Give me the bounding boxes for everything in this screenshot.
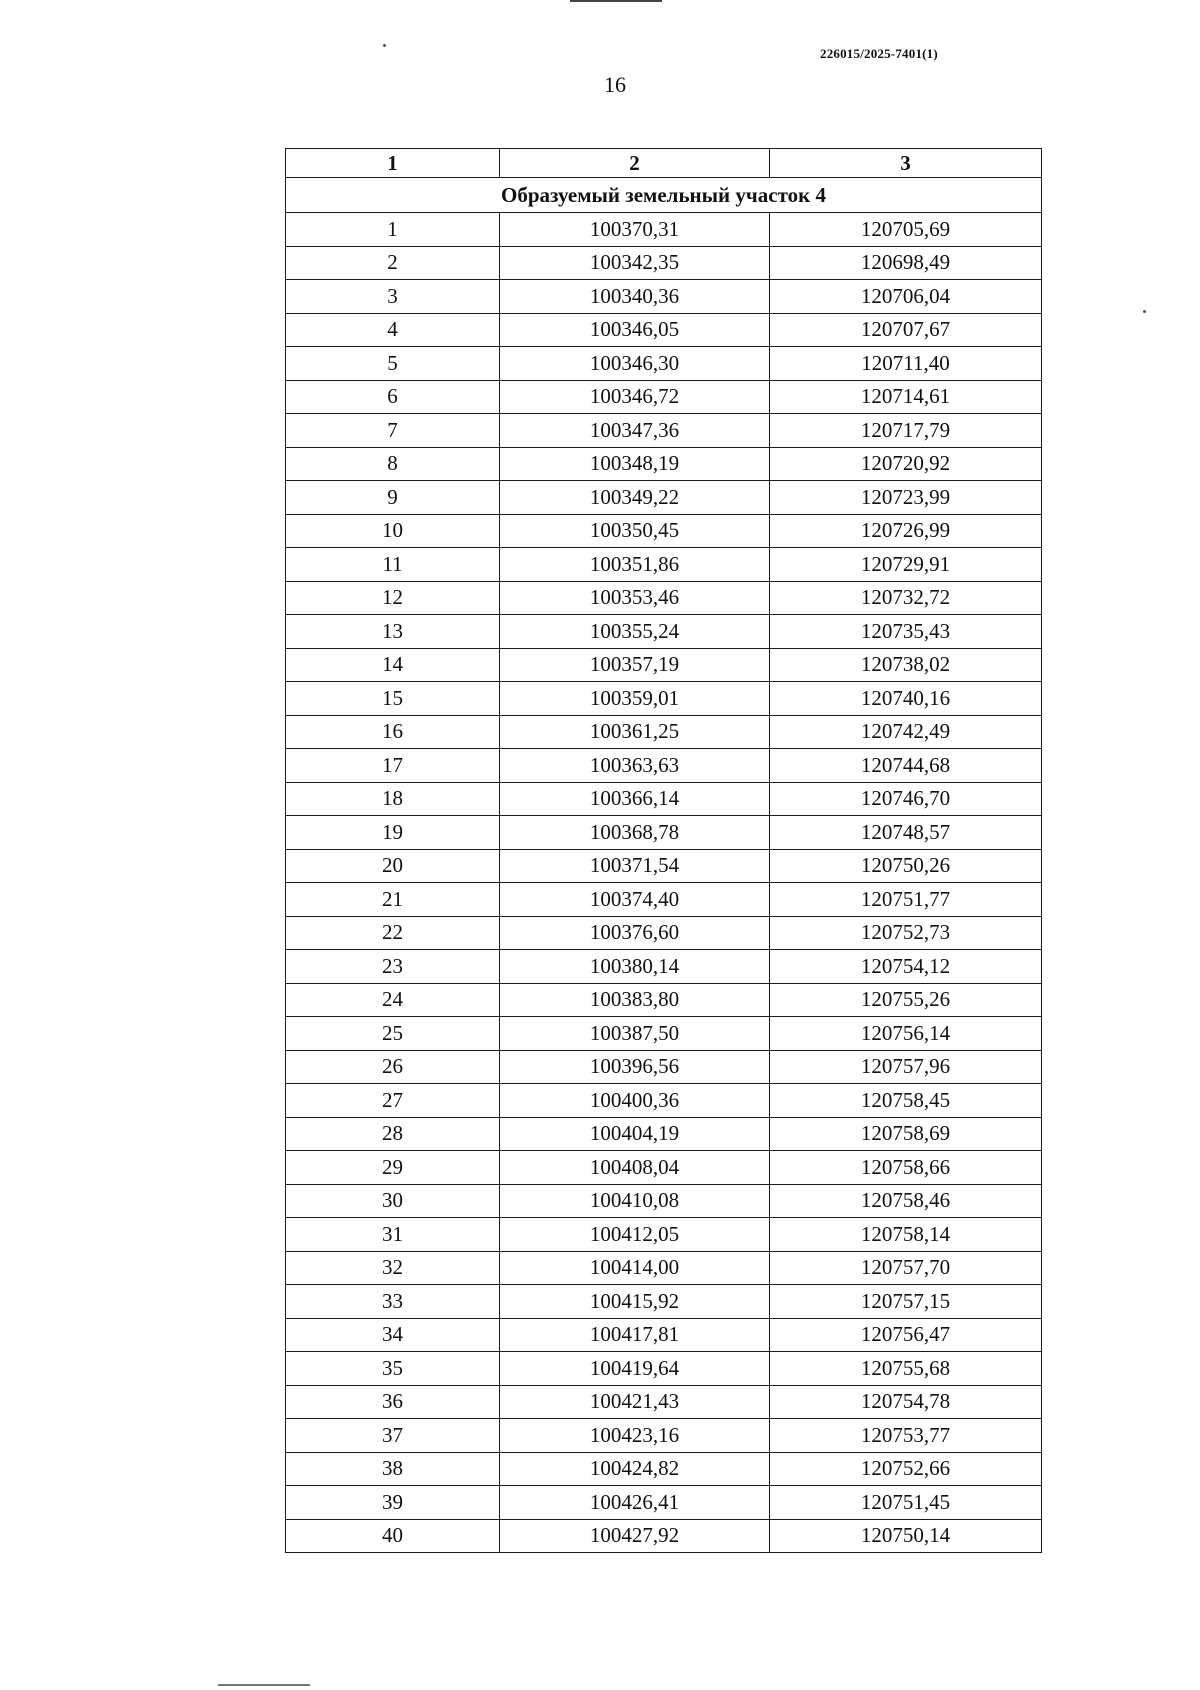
point-number-cell: 17: [286, 749, 500, 783]
point-number-cell: 31: [286, 1218, 500, 1252]
point-number-cell: 30: [286, 1184, 500, 1218]
y-coordinate-cell: 120752,73: [770, 916, 1042, 950]
table-row: [286, 1251, 1042, 1285]
y-coordinate-cell: 120758,45: [770, 1084, 1042, 1118]
y-coordinate-cell: 120746,70: [770, 782, 1042, 816]
y-coordinate-cell: 120711,40: [770, 347, 1042, 381]
table-row: [286, 1184, 1042, 1218]
x-coordinate-cell: 100427,92: [500, 1519, 770, 1553]
point-number-cell: 18: [286, 782, 500, 816]
x-coordinate-cell: 100349,22: [500, 481, 770, 515]
x-coordinate-cell: 100340,36: [500, 280, 770, 314]
y-coordinate-cell: 120748,57: [770, 816, 1042, 850]
y-coordinate-cell: 120717,79: [770, 414, 1042, 448]
point-number-cell: 7: [286, 414, 500, 448]
section-title: Образуемый земельный участок 4: [286, 178, 1042, 213]
y-coordinate-cell: 120732,72: [770, 581, 1042, 615]
table-row: [286, 1151, 1042, 1185]
point-number-cell: 1: [286, 213, 500, 247]
table-row: [286, 414, 1042, 448]
point-number-cell: 36: [286, 1385, 500, 1419]
x-coordinate-cell: 100361,25: [500, 715, 770, 749]
point-number-cell: 8: [286, 447, 500, 481]
table-row: [286, 849, 1042, 883]
x-coordinate-cell: 100383,80: [500, 983, 770, 1017]
x-coordinate-cell: 100357,19: [500, 648, 770, 682]
table-row: [286, 481, 1042, 515]
y-coordinate-cell: 120706,04: [770, 280, 1042, 314]
table-row: [286, 1452, 1042, 1486]
table-row: [286, 347, 1042, 381]
section-row: [286, 178, 1042, 213]
point-number-cell: 9: [286, 481, 500, 515]
x-coordinate-cell: 100346,30: [500, 347, 770, 381]
table-row: [286, 1519, 1042, 1553]
x-coordinate-cell: 100370,31: [500, 213, 770, 247]
y-coordinate-cell: 120751,77: [770, 883, 1042, 917]
table-row: [286, 648, 1042, 682]
x-coordinate-cell: 100342,35: [500, 246, 770, 280]
x-coordinate-cell: 100359,01: [500, 682, 770, 716]
table-row: [286, 1050, 1042, 1084]
point-number-cell: 16: [286, 715, 500, 749]
document-number: 226015/2025-7401(1): [820, 46, 938, 61]
x-coordinate-cell: 100424,82: [500, 1452, 770, 1486]
x-coordinate-cell: 100426,41: [500, 1486, 770, 1520]
x-coordinate-cell: 100421,43: [500, 1385, 770, 1419]
table-row: [286, 514, 1042, 548]
y-coordinate-cell: 120758,46: [770, 1184, 1042, 1218]
table-header-row: [286, 149, 1042, 178]
table-row: [286, 1352, 1042, 1386]
y-coordinate-cell: 120738,02: [770, 648, 1042, 682]
table-row: [286, 447, 1042, 481]
point-number-cell: 26: [286, 1050, 500, 1084]
y-coordinate-cell: 120740,16: [770, 682, 1042, 716]
column-header: 1: [286, 149, 500, 178]
table-row: [286, 883, 1042, 917]
y-coordinate-cell: 120756,47: [770, 1318, 1042, 1352]
point-number-cell: 4: [286, 313, 500, 347]
point-number-cell: 22: [286, 916, 500, 950]
point-number-cell: 13: [286, 615, 500, 649]
x-coordinate-cell: 100355,24: [500, 615, 770, 649]
x-coordinate-cell: 100412,05: [500, 1218, 770, 1252]
x-coordinate-cell: 100380,14: [500, 950, 770, 984]
point-number-cell: 27: [286, 1084, 500, 1118]
x-coordinate-cell: 100350,45: [500, 514, 770, 548]
column-header: 2: [500, 149, 770, 178]
table-row: [286, 213, 1042, 247]
y-coordinate-cell: 120726,99: [770, 514, 1042, 548]
table-row: [286, 313, 1042, 347]
table-row: [286, 782, 1042, 816]
x-coordinate-cell: 100368,78: [500, 816, 770, 850]
y-coordinate-cell: 120742,49: [770, 715, 1042, 749]
y-coordinate-cell: 120754,78: [770, 1385, 1042, 1419]
x-coordinate-cell: 100347,36: [500, 414, 770, 448]
y-coordinate-cell: 120758,66: [770, 1151, 1042, 1185]
y-coordinate-cell: 120735,43: [770, 615, 1042, 649]
x-coordinate-cell: 100414,00: [500, 1251, 770, 1285]
table-row: [286, 983, 1042, 1017]
y-coordinate-cell: 120757,70: [770, 1251, 1042, 1285]
y-coordinate-cell: 120754,12: [770, 950, 1042, 984]
y-coordinate-cell: 120751,45: [770, 1486, 1042, 1520]
table-row: [286, 615, 1042, 649]
x-coordinate-cell: 100371,54: [500, 849, 770, 883]
x-coordinate-cell: 100423,16: [500, 1419, 770, 1453]
table-row: [286, 1117, 1042, 1151]
x-coordinate-cell: 100363,63: [500, 749, 770, 783]
point-number-cell: 28: [286, 1117, 500, 1151]
table-row: [286, 950, 1042, 984]
table-row: [286, 1486, 1042, 1520]
table-row: [286, 749, 1042, 783]
x-coordinate-cell: 100417,81: [500, 1318, 770, 1352]
table-row: [286, 380, 1042, 414]
y-coordinate-cell: 120750,26: [770, 849, 1042, 883]
point-number-cell: 33: [286, 1285, 500, 1319]
point-number-cell: 39: [286, 1486, 500, 1520]
x-coordinate-cell: 100396,56: [500, 1050, 770, 1084]
point-number-cell: 19: [286, 816, 500, 850]
point-number-cell: 5: [286, 347, 500, 381]
point-number-cell: 6: [286, 380, 500, 414]
table-row: [286, 581, 1042, 615]
table-row: [286, 816, 1042, 850]
table-row: [286, 1385, 1042, 1419]
point-number-cell: 2: [286, 246, 500, 280]
point-number-cell: 10: [286, 514, 500, 548]
y-coordinate-cell: 120758,69: [770, 1117, 1042, 1151]
coordinates-table: [285, 148, 1042, 1553]
x-coordinate-cell: 100419,64: [500, 1352, 770, 1386]
table-row: [286, 1218, 1042, 1252]
x-coordinate-cell: 100348,19: [500, 447, 770, 481]
x-coordinate-cell: 100400,36: [500, 1084, 770, 1118]
point-number-cell: 24: [286, 983, 500, 1017]
point-number-cell: 23: [286, 950, 500, 984]
y-coordinate-cell: 120707,67: [770, 313, 1042, 347]
point-number-cell: 3: [286, 280, 500, 314]
y-coordinate-cell: 120757,15: [770, 1285, 1042, 1319]
y-coordinate-cell: 120752,66: [770, 1452, 1042, 1486]
y-coordinate-cell: 120714,61: [770, 380, 1042, 414]
x-coordinate-cell: 100374,40: [500, 883, 770, 917]
scan-speck: [383, 44, 386, 47]
column-header: 3: [770, 149, 1042, 178]
x-coordinate-cell: 100346,72: [500, 380, 770, 414]
page-number: 16: [604, 72, 626, 97]
table-row: [286, 1419, 1042, 1453]
x-coordinate-cell: 100366,14: [500, 782, 770, 816]
x-coordinate-cell: 100376,60: [500, 916, 770, 950]
y-coordinate-cell: 120744,68: [770, 749, 1042, 783]
table-row: [286, 715, 1042, 749]
point-number-cell: 37: [286, 1419, 500, 1453]
table-row: [286, 1318, 1042, 1352]
x-coordinate-cell: 100353,46: [500, 581, 770, 615]
point-number-cell: 32: [286, 1251, 500, 1285]
point-number-cell: 34: [286, 1318, 500, 1352]
scan-artifact-line: [218, 1684, 310, 1686]
y-coordinate-cell: 120750,14: [770, 1519, 1042, 1553]
y-coordinate-cell: 120723,99: [770, 481, 1042, 515]
point-number-cell: 29: [286, 1151, 500, 1185]
y-coordinate-cell: 120698,49: [770, 246, 1042, 280]
table-row: [286, 1084, 1042, 1118]
table-row: [286, 1017, 1042, 1051]
y-coordinate-cell: 120755,26: [770, 983, 1042, 1017]
point-number-cell: 21: [286, 883, 500, 917]
y-coordinate-cell: 120756,14: [770, 1017, 1042, 1051]
point-number-cell: 15: [286, 682, 500, 716]
point-number-cell: 14: [286, 648, 500, 682]
x-coordinate-cell: 100415,92: [500, 1285, 770, 1319]
y-coordinate-cell: 120705,69: [770, 213, 1042, 247]
scan-speck: [1143, 310, 1146, 313]
table-row: [286, 682, 1042, 716]
table-row: [286, 246, 1042, 280]
x-coordinate-cell: 100404,19: [500, 1117, 770, 1151]
x-coordinate-cell: 100410,08: [500, 1184, 770, 1218]
y-coordinate-cell: 120755,68: [770, 1352, 1042, 1386]
y-coordinate-cell: 120753,77: [770, 1419, 1042, 1453]
x-coordinate-cell: 100351,86: [500, 548, 770, 582]
y-coordinate-cell: 120757,96: [770, 1050, 1042, 1084]
point-number-cell: 12: [286, 581, 500, 615]
point-number-cell: 35: [286, 1352, 500, 1386]
table-row: [286, 280, 1042, 314]
point-number-cell: 40: [286, 1519, 500, 1553]
x-coordinate-cell: 100408,04: [500, 1151, 770, 1185]
table-row: [286, 1285, 1042, 1319]
table-row: [286, 916, 1042, 950]
y-coordinate-cell: 120758,14: [770, 1218, 1042, 1252]
scan-artifact-line: [570, 0, 662, 2]
point-number-cell: 38: [286, 1452, 500, 1486]
y-coordinate-cell: 120720,92: [770, 447, 1042, 481]
point-number-cell: 25: [286, 1017, 500, 1051]
table-row: [286, 548, 1042, 582]
x-coordinate-cell: 100387,50: [500, 1017, 770, 1051]
point-number-cell: 20: [286, 849, 500, 883]
y-coordinate-cell: 120729,91: [770, 548, 1042, 582]
x-coordinate-cell: 100346,05: [500, 313, 770, 347]
point-number-cell: 11: [286, 548, 500, 582]
